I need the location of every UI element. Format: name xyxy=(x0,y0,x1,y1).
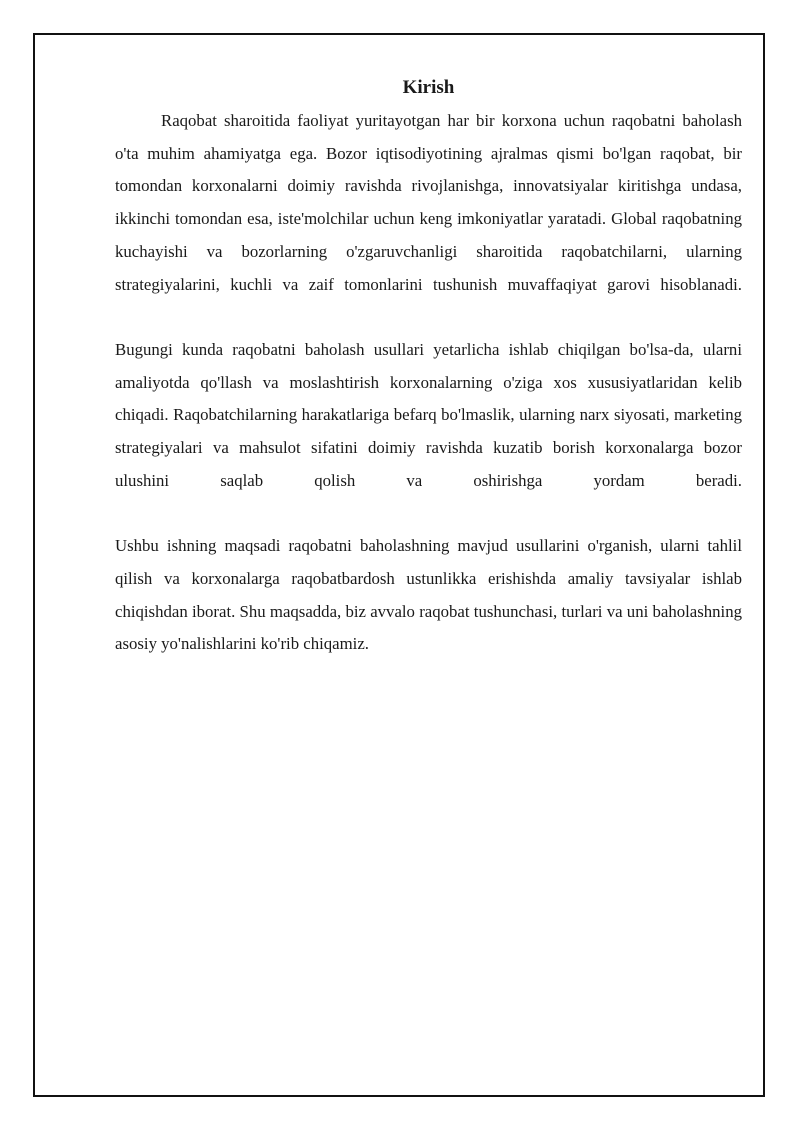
document-heading: Kirish xyxy=(402,77,455,98)
paragraph-methods: Bugungi kunda raqobatni baholash usullari yetarlicha ishlab chiqilgan bo'lsa-da, ularni amaliyotda qo'llash va moslashtirish korxonalarning o'ziga xos xususiyatlaridan kelib chiqadi. Raqobatchilarning harakatlariga befarq bo'lmaslik, ularning narx siyosati, marketing strategiyalari va mahsulot sifatini doimiy ravishda kuzatib borish korxonalarga bozor ulushini saqlab qolish va oshirishga yordam beradi. xyxy=(115,339,742,490)
document-body xyxy=(115,74,742,661)
paragraph-goal: Ushbu ishning maqsadi raqobatni baholashning mavjud usullarini o'rganish, ularni tahlil qilish va korxonalarga raqobatbardosh ustunlikka erishishda amaliy tavsiyalar ishlab chiqishdan iborat. Shu maqsadda, biz avvalo raqobat tushunchasi, turlari va uni baholashning asosiy yo'nalishlarini ko'rib chiqamiz. xyxy=(115,536,742,654)
paragraph-spacer xyxy=(115,301,742,334)
paragraph-spacer xyxy=(115,497,742,530)
paragraph-intro: Raqobat sharoitida faoliyat yuritayotgan har bir korxona uchun raqobatni baholash o'ta muhim ahamiyatga ega. Bozor iqtisodiyotining ajralmas qismi bo'lgan raqobat, bir tomondan korxonalarni doimiy ravishda rivojlanishga, innovatsiyalar kiritishga undasa, ikkinchi tomondan esa, iste'molchilar uchun keng imkoniyatlar yaratadi. Global raqobatning kuchayishi va bozorlarning o'zgaruvchanligi sharoitida raqobatchilarni, ularning strategiyalarini, kuchli va zaif tomonlarini tushunish muvaffaqiyat garovi hisoblanadi. xyxy=(115,111,742,294)
